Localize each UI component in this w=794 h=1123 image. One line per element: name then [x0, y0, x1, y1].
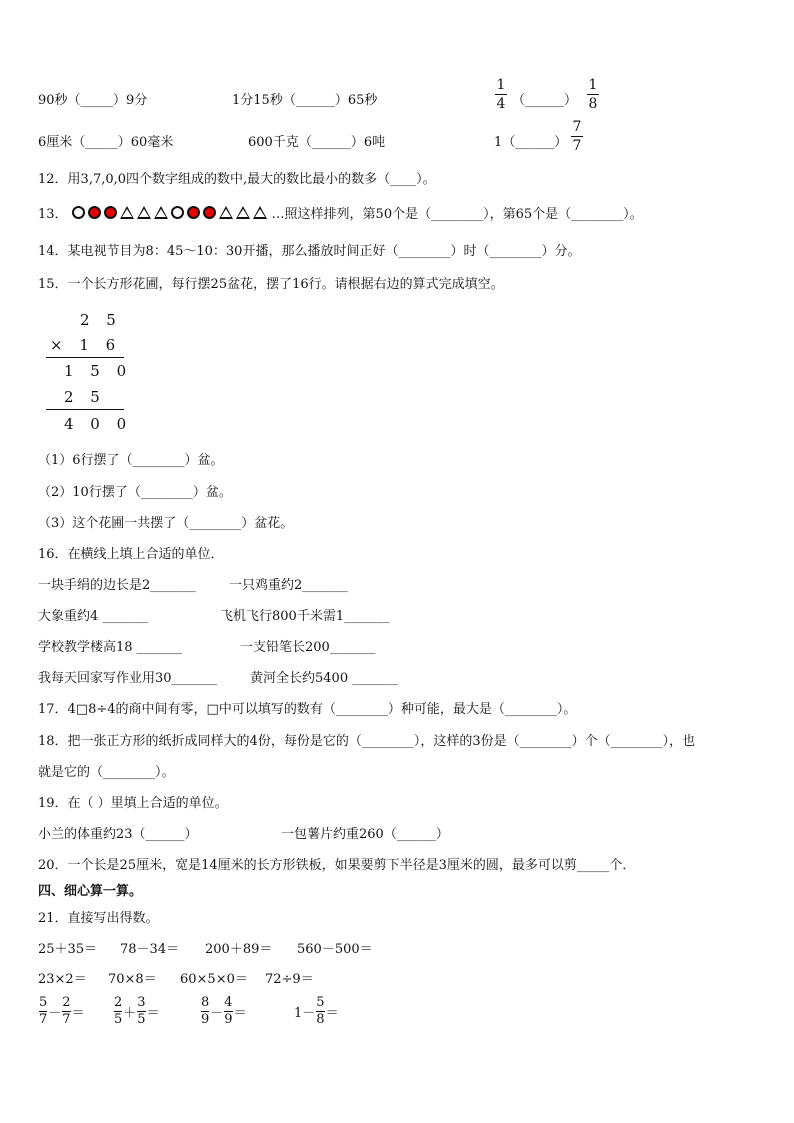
- calc-line-multiplier: × 1 6: [50, 336, 122, 354]
- unit-item-pencil: 一支铅笔长200_______: [240, 640, 376, 655]
- calc-item-4: 560－500＝: [297, 942, 373, 957]
- question-15-sub-2: （2）10行摆了（________）盆。: [38, 485, 232, 500]
- fraction-calc-3: $\frac{8}{9}$ － $\frac{4}{9}$ ＝: [201, 995, 247, 1027]
- fraction-calc-4: 1－ $\frac{5}{8}$ ＝: [294, 995, 339, 1027]
- triangle-icon: [120, 206, 134, 219]
- fraction-calc-1: $\frac{5}{7}$ － $\frac{2}{7}$ ＝: [39, 995, 85, 1027]
- fraction-one-quarter: 1 4: [496, 77, 506, 112]
- question-16: 16．在横线上填上合适的单位．: [38, 547, 224, 562]
- calc-line-partial-2: 2 5: [64, 388, 106, 406]
- unit-item-airplane: 飞机飞行800千米需1_______: [220, 609, 390, 624]
- fraction-calc-2: $\frac{2}{5}$ ＋ $\frac{3}{5}$ ＝: [114, 995, 160, 1027]
- white-circle-icon: [171, 206, 184, 219]
- question-19-a: 小兰的体重约23（______）: [38, 827, 198, 842]
- question-19-b: 一包薯片约重260（______）: [281, 827, 449, 842]
- calc-item-1: 25＋35＝: [38, 942, 98, 957]
- triangle-icon: [219, 206, 233, 219]
- calc-item-6: 70×8＝: [108, 972, 157, 987]
- unit-item-building: 学校教学楼高18 _______: [38, 640, 183, 655]
- red-circle-icon: [104, 206, 117, 219]
- question-21: 21．直接写出得数。: [38, 911, 159, 926]
- question-19: 19．在（ ）里填上合适的单位。: [38, 796, 228, 811]
- triangle-icon: [154, 206, 168, 219]
- triangle-icon: [137, 206, 151, 219]
- calc-item-5: 23×2＝: [38, 972, 87, 987]
- calc-item-3: 200＋89＝: [205, 942, 273, 957]
- fraction-one-eighth: 1 8: [588, 77, 598, 112]
- white-circle-icon: [72, 206, 85, 219]
- triangle-icon: [236, 206, 250, 219]
- calc-line-partial-1: 1 5 0: [64, 362, 133, 380]
- red-circle-icon: [203, 206, 216, 219]
- unit-item-handkerchief: 一块手绢的边长是2_______: [38, 578, 196, 593]
- question-18-line-1: 18．把一张正方形的纸折成同样大的4份，每份是它的（________），这样的3份是（________）个（________），也: [38, 734, 696, 749]
- compare-cm-mm: 6厘米（_____）60毫米: [38, 135, 174, 150]
- calc-rule-2: [46, 409, 124, 410]
- question-15-sub-3: （3）这个花圃一共摆了（________）盆花。: [38, 516, 294, 531]
- question-20: 20．一个长是25厘米，宽是14厘米的长方形铁板，如果要剪下半径是3厘米的圆，最多可以剪_____个．: [38, 858, 636, 873]
- compare-minutes-seconds: 1分15秒（______）65秒: [232, 93, 378, 108]
- unit-item-yellow-river: 黄河全长约5400 _______: [250, 671, 398, 686]
- calc-line-result: 4 0 0: [64, 415, 133, 433]
- compare-kg-ton: 600千克（______）6吨: [248, 135, 386, 150]
- question-15-sub-1: （1）6行摆了（________）盆。: [38, 453, 224, 468]
- unit-item-homework: 我每天回家写作业用30_______: [38, 671, 218, 686]
- calc-rule-1: [46, 357, 124, 358]
- calc-item-8: 72÷9＝: [265, 972, 314, 987]
- question-14: 14．某电视节目为8：45～10：30开播，那么播放时间正好（________）时（________）分。: [38, 244, 581, 259]
- red-circle-icon: [88, 206, 101, 219]
- question-13: [38, 203, 643, 222]
- section-heading-4: 四、细心算一算。: [38, 884, 143, 899]
- compare-seconds-minutes: 90秒（_____）9分: [38, 93, 148, 108]
- question-13-number: 13．: [38, 207, 68, 222]
- shape-sequence: [72, 206, 268, 219]
- question-18-line-2: 就是它的（________）。: [38, 765, 175, 780]
- compare-one-blank: 1（______）: [494, 135, 568, 150]
- calc-item-2: 78－34＝: [120, 942, 180, 957]
- unit-item-elephant: 大象重约4 _______: [38, 609, 148, 624]
- red-circle-icon: [187, 206, 200, 219]
- question-17: 17．4□8÷4的商中间有零，□中可以填写的数有（________）种可能，最大是（________）。: [38, 702, 577, 717]
- unit-item-chicken: 一只鸡重约2_______: [229, 578, 348, 593]
- compare-fraction-blank: （______）: [512, 93, 578, 108]
- calc-item-7: 60×5×0＝: [180, 972, 248, 987]
- calc-line-multiplicand: 2 5: [80, 311, 122, 329]
- question-12: 12．用3,7,0,0四个数字组成的数中,最大的数比最小的数多（____）。: [38, 172, 436, 187]
- fraction-seven-sevenths: 7 7: [572, 119, 582, 154]
- question-15: 15．一个长方形花圃，每行摆25盆花，摆了16行。请根据右边的算式完成填空。: [38, 277, 504, 292]
- question-13-text: …照这样排列，第50个是（________），第65个是（________）。: [271, 207, 643, 222]
- triangle-icon: [253, 206, 267, 219]
